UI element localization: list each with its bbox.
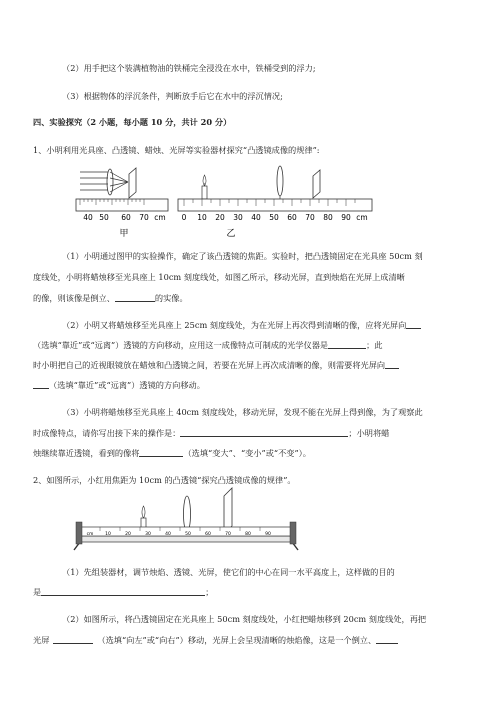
p2-part2-line-b	[33, 635, 398, 644]
bench-tick-label: 30	[145, 532, 151, 537]
yi-tick-label: 40	[251, 213, 261, 222]
section-4-heading: 四、实验探究（2 小题，每小题 10 分，共计 20 分）	[33, 117, 232, 127]
figure-yi-label: 乙	[226, 229, 236, 239]
p2-part2-text: 光屏	[33, 634, 50, 645]
p2-part1-text: 是	[33, 586, 42, 597]
problem-2-stem: 2、如图所示，小红用焦距为 10cm 的凸透镜“探究凸透镜成像的规律”。	[33, 475, 296, 485]
bench-tick-label: cm	[86, 532, 94, 537]
figure-jia	[76, 168, 168, 239]
p1-part2-text: 时小明把自己的近视眼镜放在蜡烛和凸透镜之间，若要在光屏上再次成清晰的像，则需要将光屏向	[33, 359, 386, 370]
answer-blank[interactable]	[385, 360, 399, 369]
yi-tick-label: 80	[323, 213, 333, 222]
p1-part2-line-c	[33, 360, 399, 369]
p1-part2-text: （选填“靠近”或“远离”）透镜的方向移动。	[49, 379, 205, 390]
yi-tick-label: cm	[356, 213, 368, 222]
jia-tick-label: 60	[121, 213, 131, 222]
answer-blank[interactable]	[139, 448, 183, 457]
yi-tick-label: 0	[181, 213, 187, 222]
p2-part1-text-end: ；	[205, 586, 214, 597]
p2-part2-text: （选填“向左”或“向右”）移动，光屏上会呈现清晰的烛焰像，这是一个倒立、	[97, 634, 377, 645]
figure-jia-label: 甲	[119, 229, 129, 239]
p1-part1-line-a: （1）小明通过图甲的实验操作，确定了该凸透镜的焦距。实验时，把凸透镜固定在光具座 50cm 刻	[62, 251, 423, 261]
optical-bench-figure	[0, 480, 500, 552]
question-2-line: （2）用手把这个装满植物油的铁桶完全浸没在水中，铁桶受到的浮力;	[62, 63, 316, 73]
yi-tick-label: 90	[341, 213, 351, 222]
jia-tick-label: 50	[99, 213, 109, 222]
p1-part3-text-end: ；小明将蜡	[348, 427, 390, 438]
answer-blank[interactable]	[33, 380, 49, 389]
yi-tick-label: 10	[197, 213, 207, 222]
bench-tick-label: 60	[205, 532, 211, 537]
bench-tick-label: 80	[245, 532, 251, 537]
bench-tick-label: 90	[265, 532, 271, 537]
problem-1-stem: 1、小明利用光具座、凸透镜、蜡烛、光屏等实验器材探究“凸透镜成像的规律”:	[33, 145, 320, 155]
p1-part3-text-end: （选填“变大”、“变小”或“不变”）。	[183, 447, 311, 458]
p1-part3-line-c	[33, 448, 311, 457]
bench-tick-label: 20	[125, 532, 131, 537]
answer-blank[interactable]	[180, 428, 348, 437]
p1-part2-line-a	[62, 320, 421, 329]
answer-blank[interactable]	[115, 293, 155, 302]
p1-part1-text-end: 的实像。	[154, 292, 188, 303]
p1-part1-text: 的像，则该像是倒立、	[33, 292, 115, 303]
jia-tick-label: cm	[154, 213, 166, 222]
p1-part3-text: 时成像特点，请你写出接下来的操作是：	[33, 427, 181, 438]
lens-experiment-figures	[0, 164, 500, 244]
jia-tick-label: 40	[83, 213, 93, 222]
yi-tick-label: 70	[305, 213, 315, 222]
p1-part1-line-c	[33, 293, 188, 302]
bench-tick-label: 50	[185, 532, 191, 537]
yi-tick-label: 50	[269, 213, 279, 222]
yi-tick-label: 20	[215, 213, 225, 222]
p1-part2-text: （2）小明又将蜡烛移至光具座上 25cm 刻度线处，为在光屏上再次得到清晰的像，应将光屏向	[62, 319, 407, 330]
p2-part1-line-a: （1）先组装器材，调节烛焰、透镜、光屏，使它们的中心在同一水平高度上，这样做的目的	[62, 567, 395, 577]
p2-part2-line-a: （2）如图所示，将凸透镜固定在光具座上 50cm 刻度线处，小红把蜡烛移到 20cm 刻度线处，再把	[62, 614, 427, 624]
answer-blank[interactable]	[41, 587, 205, 596]
answer-blank[interactable]	[406, 320, 421, 329]
answer-blank[interactable]	[53, 635, 93, 644]
p1-part1-line-b: 度线处，小明将蜡烛移至光具座上 10cm 刻度线处，如图乙所示，移动光屏，直到烛焰在光屏上成清晰	[33, 272, 405, 282]
p1-part3-line-a: （3）小明将蜡烛移至光具座上 40cm 刻度线处，移动光屏，发现不能在光屏上得到像，为了观察此	[62, 407, 423, 417]
bench-tick-label: 10	[105, 532, 111, 537]
jia-tick-label: 70	[139, 213, 149, 222]
answer-blank[interactable]	[328, 340, 366, 349]
p1-part2-line-b	[33, 340, 383, 349]
p1-part2-text: （选填“靠近”或“远离”）透镜的方向移动，应用这一成像特点可制成的光学仪器是	[33, 339, 329, 350]
p1-part3-line-b	[33, 428, 389, 437]
p1-part3-text: 烛继续靠近透镜，看到的像将	[33, 447, 140, 458]
p1-part2-text-end: ；此	[366, 339, 383, 350]
bench-tick-label: 70	[225, 532, 231, 537]
yi-tick-label: 60	[287, 213, 297, 222]
p2-part1-line-b	[33, 587, 213, 596]
yi-tick-label: 30	[233, 213, 243, 222]
p1-part2-line-d	[33, 380, 205, 389]
question-3-line: （3）根据物体的浮沉条件，判断放手后它在水中的浮沉情况;	[62, 91, 283, 101]
bench-tick-label: 40	[165, 532, 171, 537]
answer-blank[interactable]	[376, 635, 398, 644]
figure-yi	[178, 166, 372, 239]
